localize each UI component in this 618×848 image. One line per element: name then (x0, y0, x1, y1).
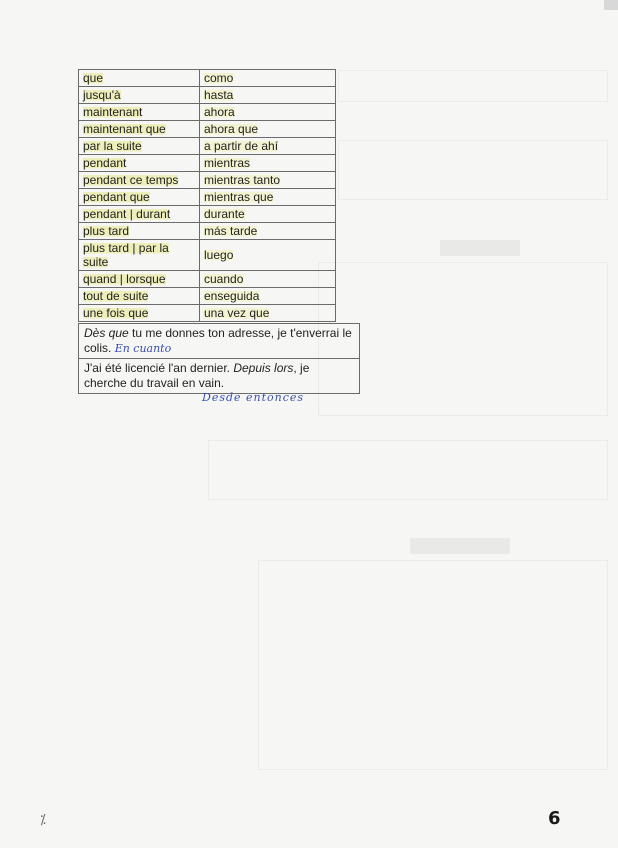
ghost-box-top (338, 70, 608, 102)
example-row (79, 359, 360, 394)
table-row (79, 288, 336, 305)
french-term: tout de suite (79, 288, 200, 305)
french-term: pendant | durant (79, 206, 200, 223)
handwritten-note: En cuanto (114, 342, 172, 355)
table-row (79, 121, 336, 138)
table-row (79, 305, 336, 322)
table-row (79, 70, 336, 87)
french-term: par la suite (79, 138, 200, 155)
spanish-term: luego (200, 240, 336, 271)
emphasized-conjunction: Dès que (84, 326, 129, 340)
emphasized-conjunction: Depuis lors (233, 361, 294, 375)
ghost-box-lower (208, 440, 608, 500)
table-row (79, 223, 336, 240)
spanish-term: más tarde (200, 223, 336, 240)
ghost-table-1 (318, 262, 608, 416)
spanish-term: a partir de ahí (200, 138, 336, 155)
table-row (79, 155, 336, 172)
french-term: pendant (79, 155, 200, 172)
french-term: quand | lorsque (79, 271, 200, 288)
ghost-table-2 (258, 560, 608, 770)
table-row (79, 138, 336, 155)
table-row (79, 206, 336, 223)
scan-mark: ⁒ (40, 812, 46, 827)
spanish-term: ahora que (200, 121, 336, 138)
french-term: plus tard (79, 223, 200, 240)
example-row (79, 324, 360, 359)
vocabulary-table (78, 69, 336, 322)
french-term: plus tard | par la suite (79, 240, 200, 271)
french-term: une fois que (79, 305, 200, 322)
ghost-box-mid (338, 140, 608, 200)
ghost-heading-2 (410, 538, 510, 554)
french-term: maintenant que (79, 121, 200, 138)
scan-edge (604, 0, 618, 10)
example-sentence-1: Dès que tu me donnes ton adresse, je t'enverrai le colis. En cuanto (79, 324, 360, 359)
french-term: pendant que (79, 189, 200, 206)
french-term: que (79, 70, 200, 87)
table-row (79, 104, 336, 121)
examples-box (78, 323, 360, 394)
table-row (79, 240, 336, 271)
table-row (79, 87, 336, 104)
spanish-term: mientras (200, 155, 336, 172)
french-term: maintenant (79, 104, 200, 121)
spanish-term: cuando (200, 271, 336, 288)
spanish-term: mientras tanto (200, 172, 336, 189)
page-number: 6 (548, 808, 561, 829)
example-sentence-2: J'ai été licencié l'an dernier. Depuis lors, je cherche du travail en vain. (79, 359, 360, 394)
spanish-term: mientras que (200, 189, 336, 206)
french-term: pendant ce temps (79, 172, 200, 189)
spanish-term: ahora (200, 104, 336, 121)
spanish-term: como (200, 70, 336, 87)
spanish-term: enseguida (200, 288, 336, 305)
handwritten-note: Desde entonces (202, 391, 305, 404)
table-row (79, 172, 336, 189)
ghost-heading-1 (440, 240, 520, 256)
table-row (79, 189, 336, 206)
table-row (79, 271, 336, 288)
spanish-term: hasta (200, 87, 336, 104)
french-term: jusqu'à (79, 87, 200, 104)
spanish-term: durante (200, 206, 336, 223)
spanish-term: una vez que (200, 305, 336, 322)
